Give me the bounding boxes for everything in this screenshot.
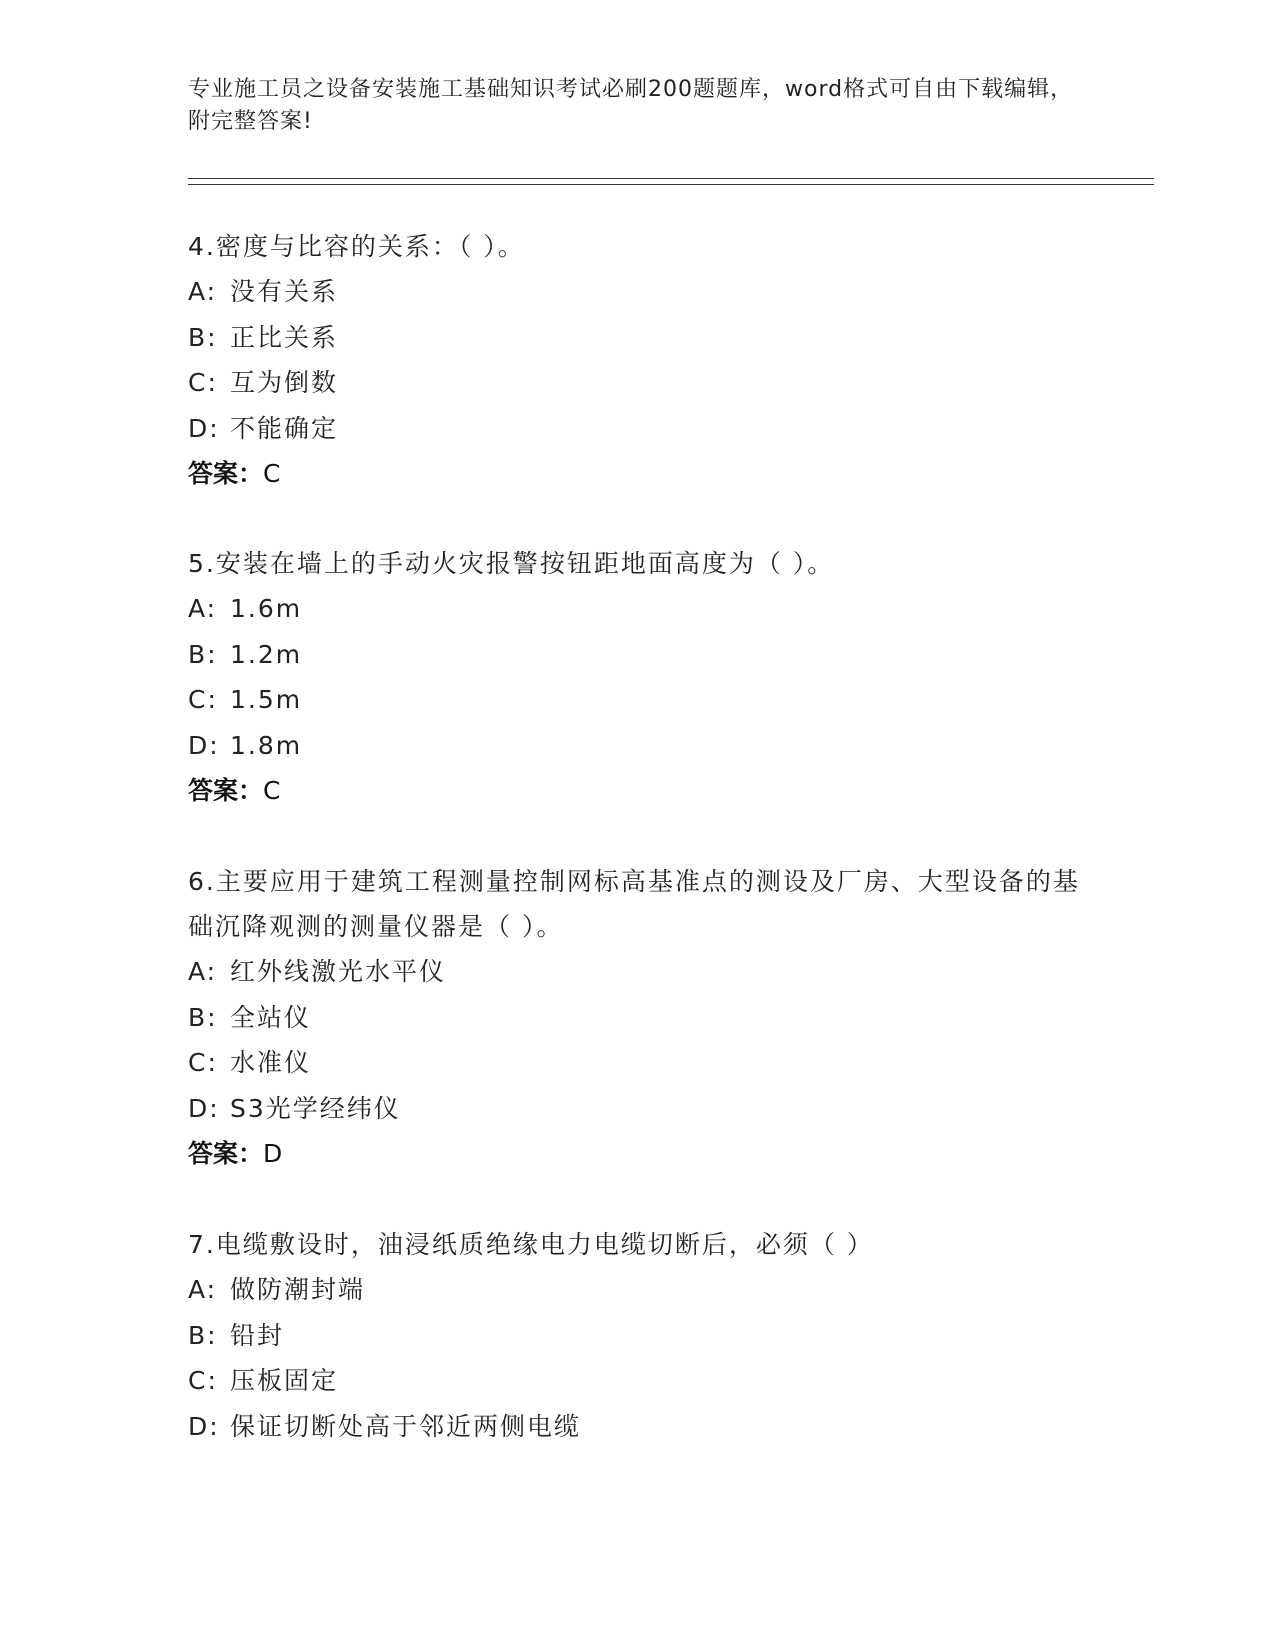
option-text: 没有关系 [230,277,339,306]
question-title: 6.主要应用于建筑工程测量控制网标高基准点的测设及厂房、大型设备的基础沉降观测的测量仪器是（ ）。 [188,867,1080,941]
option-c [188,677,1088,723]
option-d [188,1086,1088,1132]
option-b [188,995,1088,1041]
option-key: B: [188,639,218,669]
option-text: 保证切断处高于邻近两侧电缆 [230,1411,582,1441]
option-d [188,723,1088,769]
answer-label: 答案： [188,1139,264,1168]
question-title: 7.电缆敷设时，油浸纸质绝缘电力电缆切断后，必须（ ） [188,1230,874,1259]
option-text: 铅封 [230,1320,285,1350]
question-7 [188,1222,1088,1449]
question-title: 5.安装在墙上的手动火灾报警按钮距地面高度为（ ）。 [188,549,835,578]
option-key: B: [188,322,218,352]
option-a [188,269,1088,315]
option-d [188,1404,1088,1450]
option-a [188,949,1088,995]
option-text: 1.5m [230,685,303,714]
option-b [188,315,1088,361]
option-d [188,406,1088,452]
option-text: 1.2m [230,639,303,669]
question-4 [188,224,1088,496]
option-c [188,1358,1088,1404]
answer-label: 答案： [188,776,264,805]
option-text: 1.8m [230,730,303,760]
question-6 [188,859,1088,1176]
answer-line [188,768,1088,813]
answer-value: C [263,459,281,488]
option-b [188,632,1088,678]
option-a [188,1267,1088,1313]
document-header: 专业施工员之设备安装施工基础知识考试必刷200题题库，word格式可自由下载编辑，附完整答案! [188,77,1074,134]
option-key: D: [188,730,220,760]
answer-value: C [263,776,281,805]
option-key: B: [188,1002,218,1032]
option-key: D: [188,1093,220,1123]
option-a [188,586,1088,632]
option-key: A: [188,594,218,623]
question-title: 4.密度与比容的关系：（ ）。 [188,232,525,261]
option-text: 红外线激光水平仪 [230,957,447,986]
option-key: C: [188,1048,218,1077]
option-text: 不能确定 [230,413,339,443]
option-key: D: [188,1411,220,1441]
option-text: 做防潮封端 [230,1275,366,1304]
header-double-rule [188,178,1154,185]
option-text: 1.6m [230,594,303,623]
option-key: B: [188,1320,218,1350]
answer-value: D [263,1139,283,1168]
answer-line [188,1131,1088,1176]
option-text: 互为倒数 [230,368,339,397]
option-key: C: [188,1366,218,1395]
option-text: 压板固定 [230,1366,339,1395]
question-5 [188,541,1088,813]
option-key: A: [188,277,218,306]
option-text: 全站仪 [230,1002,312,1032]
option-key: C: [188,368,218,397]
option-text: 水准仪 [230,1048,312,1077]
option-c [188,360,1088,406]
option-b [188,1313,1088,1359]
answer-label: 答案： [188,459,264,488]
option-key: A: [188,957,218,986]
answer-line [188,451,1088,496]
option-key: A: [188,1275,218,1304]
option-key: C: [188,685,218,714]
option-key: D: [188,413,220,443]
option-c [188,1040,1088,1086]
option-text: 正比关系 [230,322,339,352]
option-text: S3光学经纬仪 [230,1093,401,1123]
